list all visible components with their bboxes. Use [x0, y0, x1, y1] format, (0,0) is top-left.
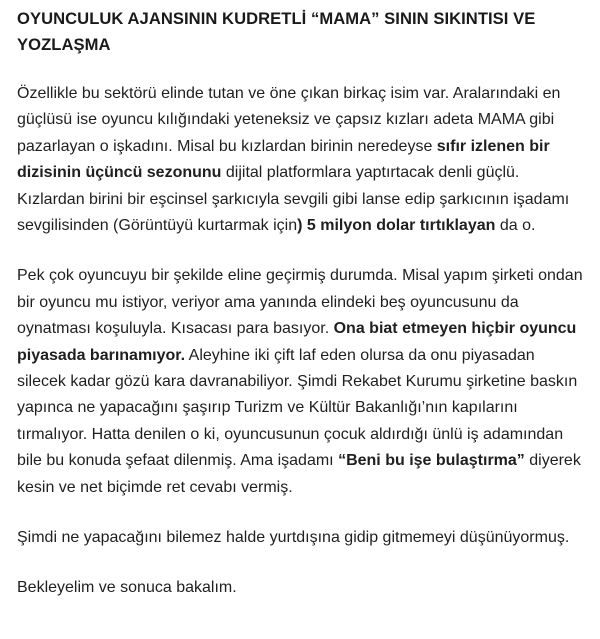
paragraph-2-text-3: diyerek kesin ve net biçimde ret cevabı vermiş. [17, 452, 581, 496]
paragraph-2-text-2: Aleyhine iki çift laf eden olursa da onu piyasadan silecek kadar gözü kara davranabiliyor. Şimdi Rekabet Kurumu şirketine baskın yapınca ne yapacağını şaşırıp Turizm ve Kültür Bakanlığı’nın kapılarını tırmalıyor. Hatta denilen o ki, oyuncusunun çocuk aldırdığı ünlü iş adamından bile bu konuda şefaat dilenmiş. Ama işadamı [17, 346, 578, 470]
paragraph-1-bold-1: sıfır izlenen bir dizisinin üçüncü sezonunu [17, 137, 550, 182]
paragraph-1 [17, 81, 584, 239]
paragraph-4: Bekleyelim ve sonuca bakalım. [17, 578, 237, 596]
paragraph-1-text-2: dijital platformlara yaptırtacak denli güçlü. Kızlardan birini bir eşcinsel şarkıcıyla sevgili gibi lanse edip şarkıcının işadamı sevgilisinden (Görüntüyü kurtarmak için [17, 164, 570, 235]
paragraph-2-bold-2: “Beni bu işe bulaştırma” [338, 452, 525, 470]
paragraph-2-text-1: Pek çok oyuncuyu bir şekilde eline geçirmiş durumda. Misal yapım şirketi ondan bir oyuncu mu istiyor, veriyor ama yanında elindeki beş oyuncusunu da oynatması koşuluyla. Kısacası para basıyor. [17, 267, 583, 338]
paragraph-2 [17, 263, 584, 501]
paragraph-1-bold-2: ) 5 milyon dolar tırtıklayan [297, 217, 496, 235]
article-headline: OYUNCULUK AJANSININ KUDRETLİ “MAMA” SININ SIKINTISI VE YOZLAŞMA [17, 9, 536, 54]
paragraph-1-text-3: da o. [495, 217, 536, 235]
paragraph-1-text-1: Özellikle bu sektörü elinde tutan ve öne çıkan birkaç isim var. Aralarındaki en güçlüsü ise oyuncu kılığındaki yeteneksiz ve çapsız kızları adeta MAMA gibi pazarlayan o işkadını. Misal bu kızlardan birinin neredeyse [17, 85, 561, 155]
paragraph-2-bold-1: Ona biat etmeyen hiçbir oyuncu piyasada barınamıyor. [17, 320, 577, 364]
paragraph-3: Şimdi ne yapacağını bilemez halde yurtdışına gidip gitmemeyi düşünüyormuş. [17, 529, 570, 547]
